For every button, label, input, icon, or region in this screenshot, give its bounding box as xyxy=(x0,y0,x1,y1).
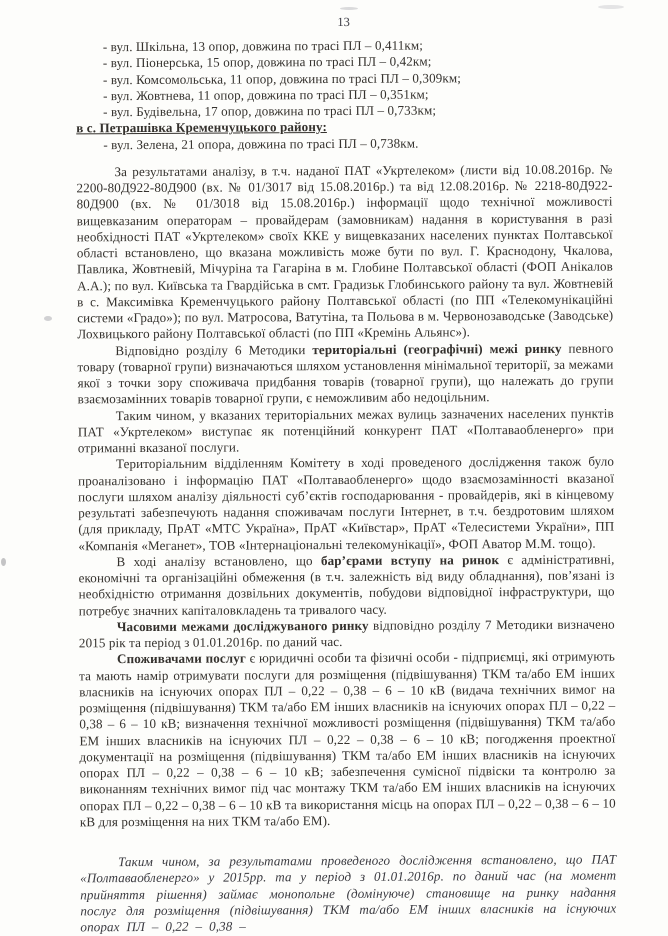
paragraph xyxy=(79,649,616,831)
text-run: бар’єрами вступу на ринок xyxy=(320,551,500,568)
text-run: - вул. Комсомольська, 11 опор, довжина по трасі ПЛ – 0,309км; xyxy=(102,69,461,87)
text-run: відповідно розділу 7 Методики визначено 2015 рік та період з 01.01.2016р. по даний час. xyxy=(78,616,615,651)
paragraph xyxy=(77,340,613,408)
text-run: - вул. Жовтнева, 11 опор, довжина по трасі ПЛ – 0,351км; xyxy=(103,86,429,103)
text-run: Територіальним відділенням Комітету в ході проведеного дослідження також було проаналізовано і інформацію ПАТ «Полтаваобленерго» щодо взаємозамінності вказаної послуги шляхом аналізу діяльності суб’єктів господарювання - провайдерів, які в кінцевому результаті забезпечують надання споживачам послуги Інтернет, в т.ч. бездротовим шляхом (для прикладу, ПрАТ «МТС Україна», ПрАТ «Київстар», ПрАТ «Телесистеми України», ПП «Компанія «Меганет», ТОВ «Інтернаціональні телекомунікації», ФОП Аватор М.М. тощо). xyxy=(78,453,615,553)
paragraph-italic xyxy=(80,852,616,936)
text-run: є юридичні особи та фізичні особи - підприємці, які отримують та мають намір отримувати послуги для розміщення (підвішування) ТКМ та/або ЕМ інших власників на існуючих опорах ПЛ – 0,22 – 0,38 – 6 – 10 кВ (видача технічних вимог на розміщення (підвішування) ТКМ та/або ЕМ інших власників на існуючих опорах ПЛ – 0,22 – 0,38 – 6 – 10 кВ; визначення технічної можливості розміщення (підвішування) ТКМ та/або ЕМ інших власників на існуючих ПЛ – 0,22 – 0,38 – 6 – 10 кВ; погодження проектної документації на розміщення (підвішування) ТКМ та/або ЕМ інших власників на існуючих опорах ПЛ – 0,22 – 0,38 – 6 – 10 кВ; забезпечення сумісної підвіски та контролю за виконанням технічних вимог під час монтажу ТКМ та/або ЕМ інших власників на існуючих опорах ПЛ – 0,22 – 0,38 – 6 – 10 кВ та використання місць на опорах ПЛ – 0,22 – 0,38 – 6 – 10 кВ для розміщення на них ТКМ та/або ЕМ). xyxy=(79,648,616,830)
text-run: - вул. Шкільна, 13 опор, довжина по трасі ПЛ – 0,411км; xyxy=(102,37,424,55)
text-run: в с. Петрашівка Кременчуцького району: xyxy=(76,119,327,136)
text-run: Відповідно розділу 6 Методики xyxy=(115,341,313,358)
document-body xyxy=(76,37,617,936)
page-number: 13 xyxy=(337,14,350,29)
text-run: певного товару (товарної групи) визначаються шляхом установлення мінімальної території, за межами якої з точки зору споживача придбання товарів (товарної групи), що належать до групи взаємозамінних товарів товарної групи, є неможливим або недоцільним. xyxy=(77,340,614,407)
text-run: територіальні (географічні) межі ринку xyxy=(312,340,562,357)
paragraph xyxy=(76,161,613,343)
paragraph xyxy=(78,454,615,554)
text-run: Таким чином, у вказаних територіальних межах вулиць зазначених населених пунктів ПАТ «Укртелеком» виступає як потенційний конкурент ПАТ «Полтаваобленерго» при отриманні вказаної послуги. xyxy=(77,405,614,456)
text-run: - вул. Зелена, 21 опора, довжина по трасі ПЛ – 0,738км. xyxy=(103,135,419,152)
paragraph xyxy=(78,551,614,619)
text-run: є адміністративні, економічні та організаційні обмеження (в т.ч. залежність від виду обладнання), пов’язані із необхідністю отримання дозвільних документів, побудови відповідної інфраструктури, що потребує значних капіталовкладень та тривалого часу. xyxy=(78,551,615,618)
text-run: - вул. Будівельна, 17 опор, довжина по трасі ПЛ – 0,733км; xyxy=(103,102,437,120)
text-run: В ході аналізу встановлено, що xyxy=(116,552,321,569)
text-run: - вул. Піонерська, 15 опор, довжина по трасі ПЛ – 0,42км; xyxy=(102,53,432,71)
text-run: Таким чином, за результатами проведеного дослідження встановлено, що ПАТ «Полтаваобленерго» у 2015рр. та у період з 01.01.2016р. по даний час (на момент прийняття рішення) займає монопольне (домінуюче) становище на ринку надання послуг для розміщення (підвішування) ТКМ та/або ЕМ інших власників на існуючих опорах ПЛ – 0,22 – 0,38 – xyxy=(80,851,617,935)
paragraph xyxy=(79,616,615,651)
text-run: Споживачами послуг xyxy=(116,650,246,667)
paragraph xyxy=(78,405,614,457)
text-run: Часовими межами досліджуваного ринку xyxy=(116,617,369,634)
list-item xyxy=(103,134,612,153)
text-run: За результатами аналізу, в т.ч. наданої ПАТ «Укртелеком» (листи від 10.08.2016р. № 2200-80Д922-80Д900 (вх. № 01/3017 від 15.08.2016р.) та від 12.08.2016р. № 2218-80Д922-80Д900 (вх. № 01/3018 від 15.08.2016р.) інформації щодо технічної можливості вищевказаним операторам – провайдерам (замовникам) надання в користування в разі необхідності ПАТ «Укртелеком» своїх ККЕ у вищевказаних населених пунктах Полтавської області встановлено, що вказана можливість може бути по вул. Г. Краснодону, Чкалова, Павлика, Жовтневій, Мічуріна та Гагаріна в м. Глобине Полтавської області (ФОП Анікалов А.А.); по вул. Київська та Гвардійська в смт. Градизьк Глобинського району та вул. Жовтневій в с. Максимівка Кременчуцького району Полтавської області (по ПП «Телекомунікаційні системи «Градо»); по вул. Матросова, Ватутіна, та Польова в м. Червонозаводське (Заводське) Лохвицького району Полтавської області (по ПП «Кремінь Альянс»). xyxy=(76,161,614,342)
